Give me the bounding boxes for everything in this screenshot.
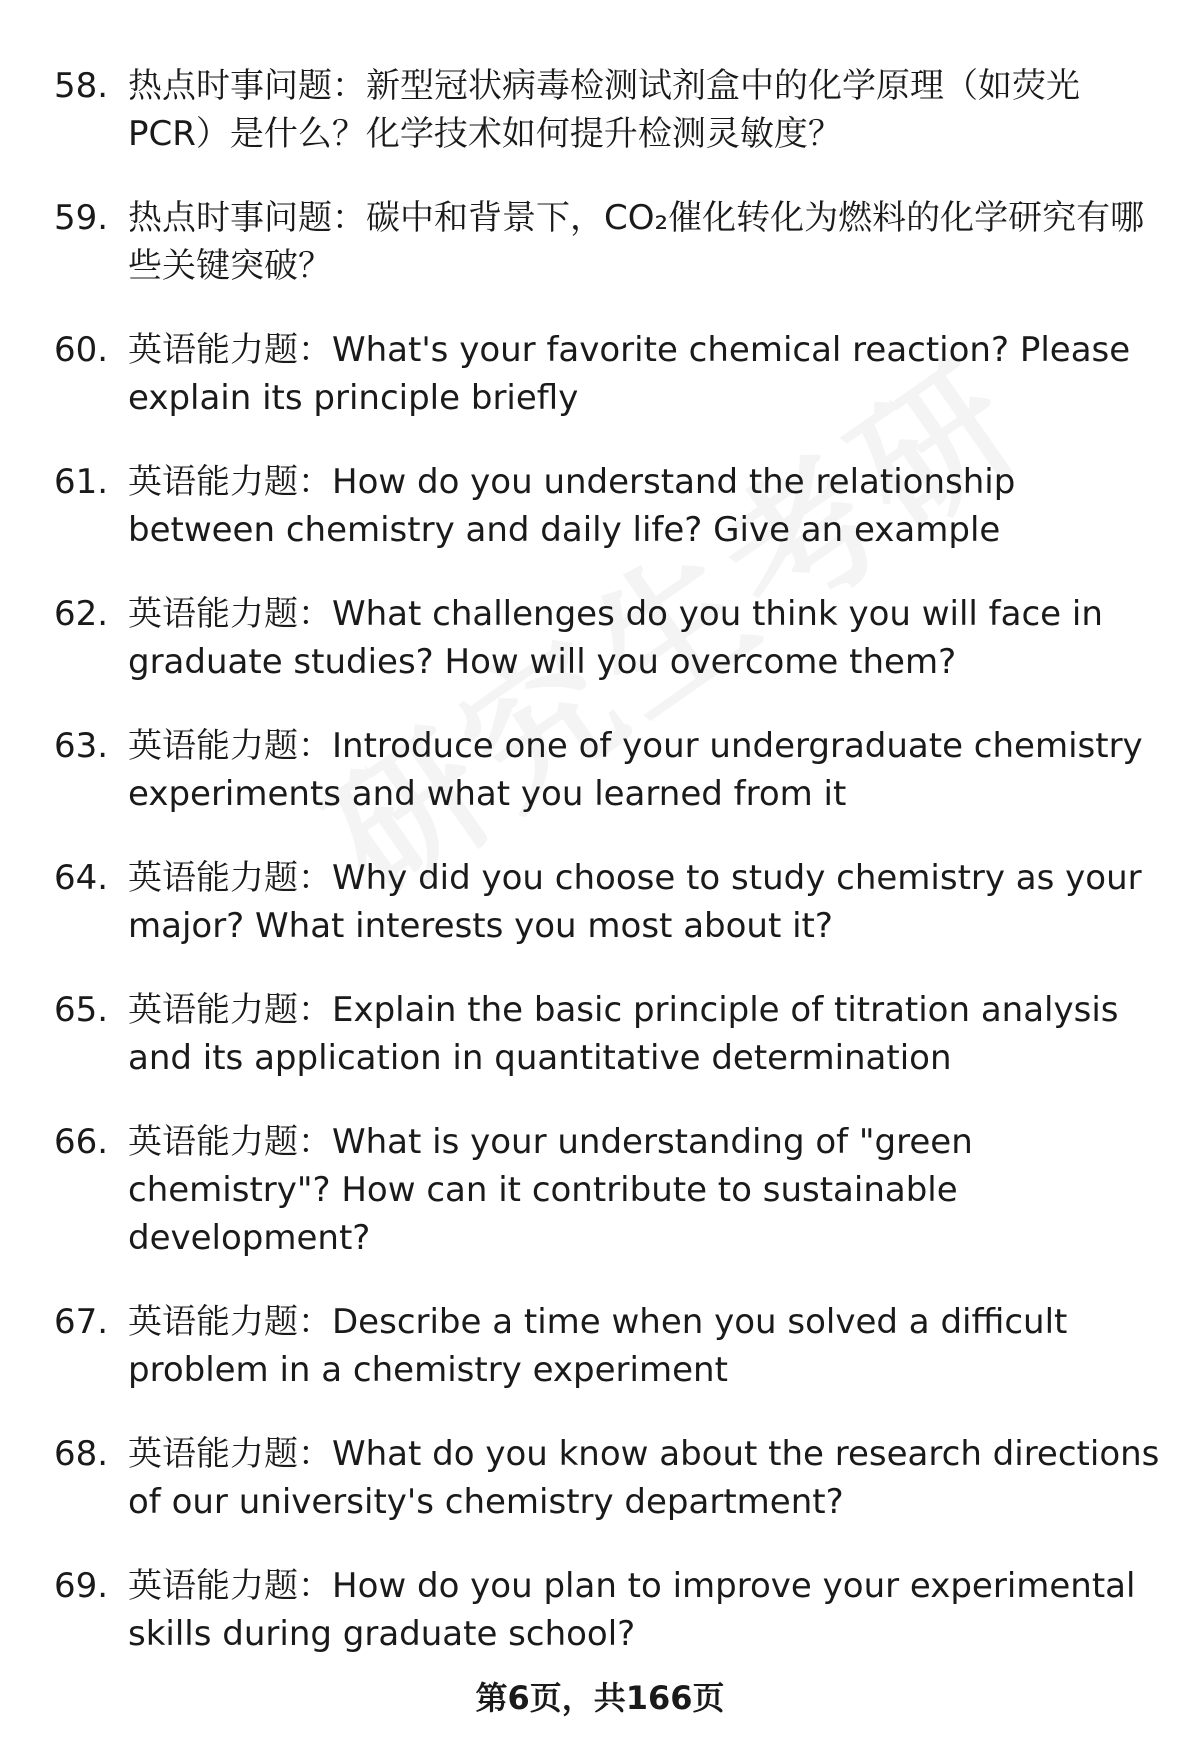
page-footer: 第6页，共166页 xyxy=(475,1679,725,1717)
question-category: 热点时事问题： xyxy=(128,198,366,238)
question-text: How do you plan to improve your experimental skills during graduate school? xyxy=(128,1566,1136,1654)
list-item xyxy=(0,986,1200,1082)
question-text: Introduce one of your undergraduate chemistry experiments and what you learned from it xyxy=(128,726,1143,814)
question-number: 69. xyxy=(54,1566,109,1606)
question-text: What is your understanding of "green chemistry"? How can it contribute to sustainable development? xyxy=(128,1122,973,1258)
list-item xyxy=(0,854,1200,950)
question-text: Explain the basic principle of titration analysis and its application in quantitative determination xyxy=(128,990,1119,1078)
question-category: 英语能力题： xyxy=(128,990,332,1030)
question-number: 67. xyxy=(54,1302,109,1342)
question-text: What challenges do you think you will face in graduate studies? How will you overcome them? xyxy=(128,594,1103,682)
list-item xyxy=(0,1562,1200,1658)
list-item xyxy=(0,326,1200,422)
question-text: 碳中和背景下，CO₂催化转化为燃料的化学研究有哪些关键突破？ xyxy=(128,198,1145,286)
question-category: 英语能力题： xyxy=(128,1434,332,1474)
question-number: 64. xyxy=(54,858,109,898)
question-number: 68. xyxy=(54,1434,109,1474)
list-item xyxy=(0,1118,1200,1262)
question-number: 62. xyxy=(54,594,109,634)
question-category: 英语能力题： xyxy=(128,462,332,502)
question-number: 66. xyxy=(54,1122,109,1162)
question-category: 英语能力题： xyxy=(128,594,332,634)
question-category: 英语能力题： xyxy=(128,1122,332,1162)
question-text: 新型冠状病毒检测试剂盒中的化学原理（如荧光PCR）是什么？化学技术如何提升检测灵敏度？ xyxy=(128,66,1080,154)
list-item xyxy=(0,722,1200,818)
question-category: 英语能力题： xyxy=(128,726,332,766)
question-list xyxy=(0,62,1200,1694)
question-text: How do you understand the relationship between chemistry and daily life? Give an example xyxy=(128,462,1016,550)
question-number: 59. xyxy=(54,198,109,238)
question-text: What's your favorite chemical reaction? Please explain its principle briefly xyxy=(128,330,1131,418)
list-item xyxy=(0,1298,1200,1394)
question-category: 英语能力题： xyxy=(128,1566,332,1606)
question-number: 65. xyxy=(54,990,109,1030)
list-item xyxy=(0,194,1200,290)
question-number: 60. xyxy=(54,330,109,370)
list-item xyxy=(0,1430,1200,1526)
question-category: 热点时事问题： xyxy=(128,66,366,106)
list-item xyxy=(0,62,1200,158)
question-text: Describe a time when you solved a difficult problem in a chemistry experiment xyxy=(128,1302,1068,1390)
question-text: Why did you choose to study chemistry as your major? What interests you most about it? xyxy=(128,858,1142,946)
list-item xyxy=(0,458,1200,554)
question-number: 61. xyxy=(54,462,109,502)
list-item xyxy=(0,590,1200,686)
question-text: What do you know about the research directions of our university's chemistry department? xyxy=(128,1434,1160,1522)
question-category: 英语能力题： xyxy=(128,1302,332,1342)
question-category: 英语能力题： xyxy=(128,858,332,898)
question-number: 63. xyxy=(54,726,109,766)
question-number: 58. xyxy=(54,66,109,106)
question-category: 英语能力题： xyxy=(128,330,332,370)
